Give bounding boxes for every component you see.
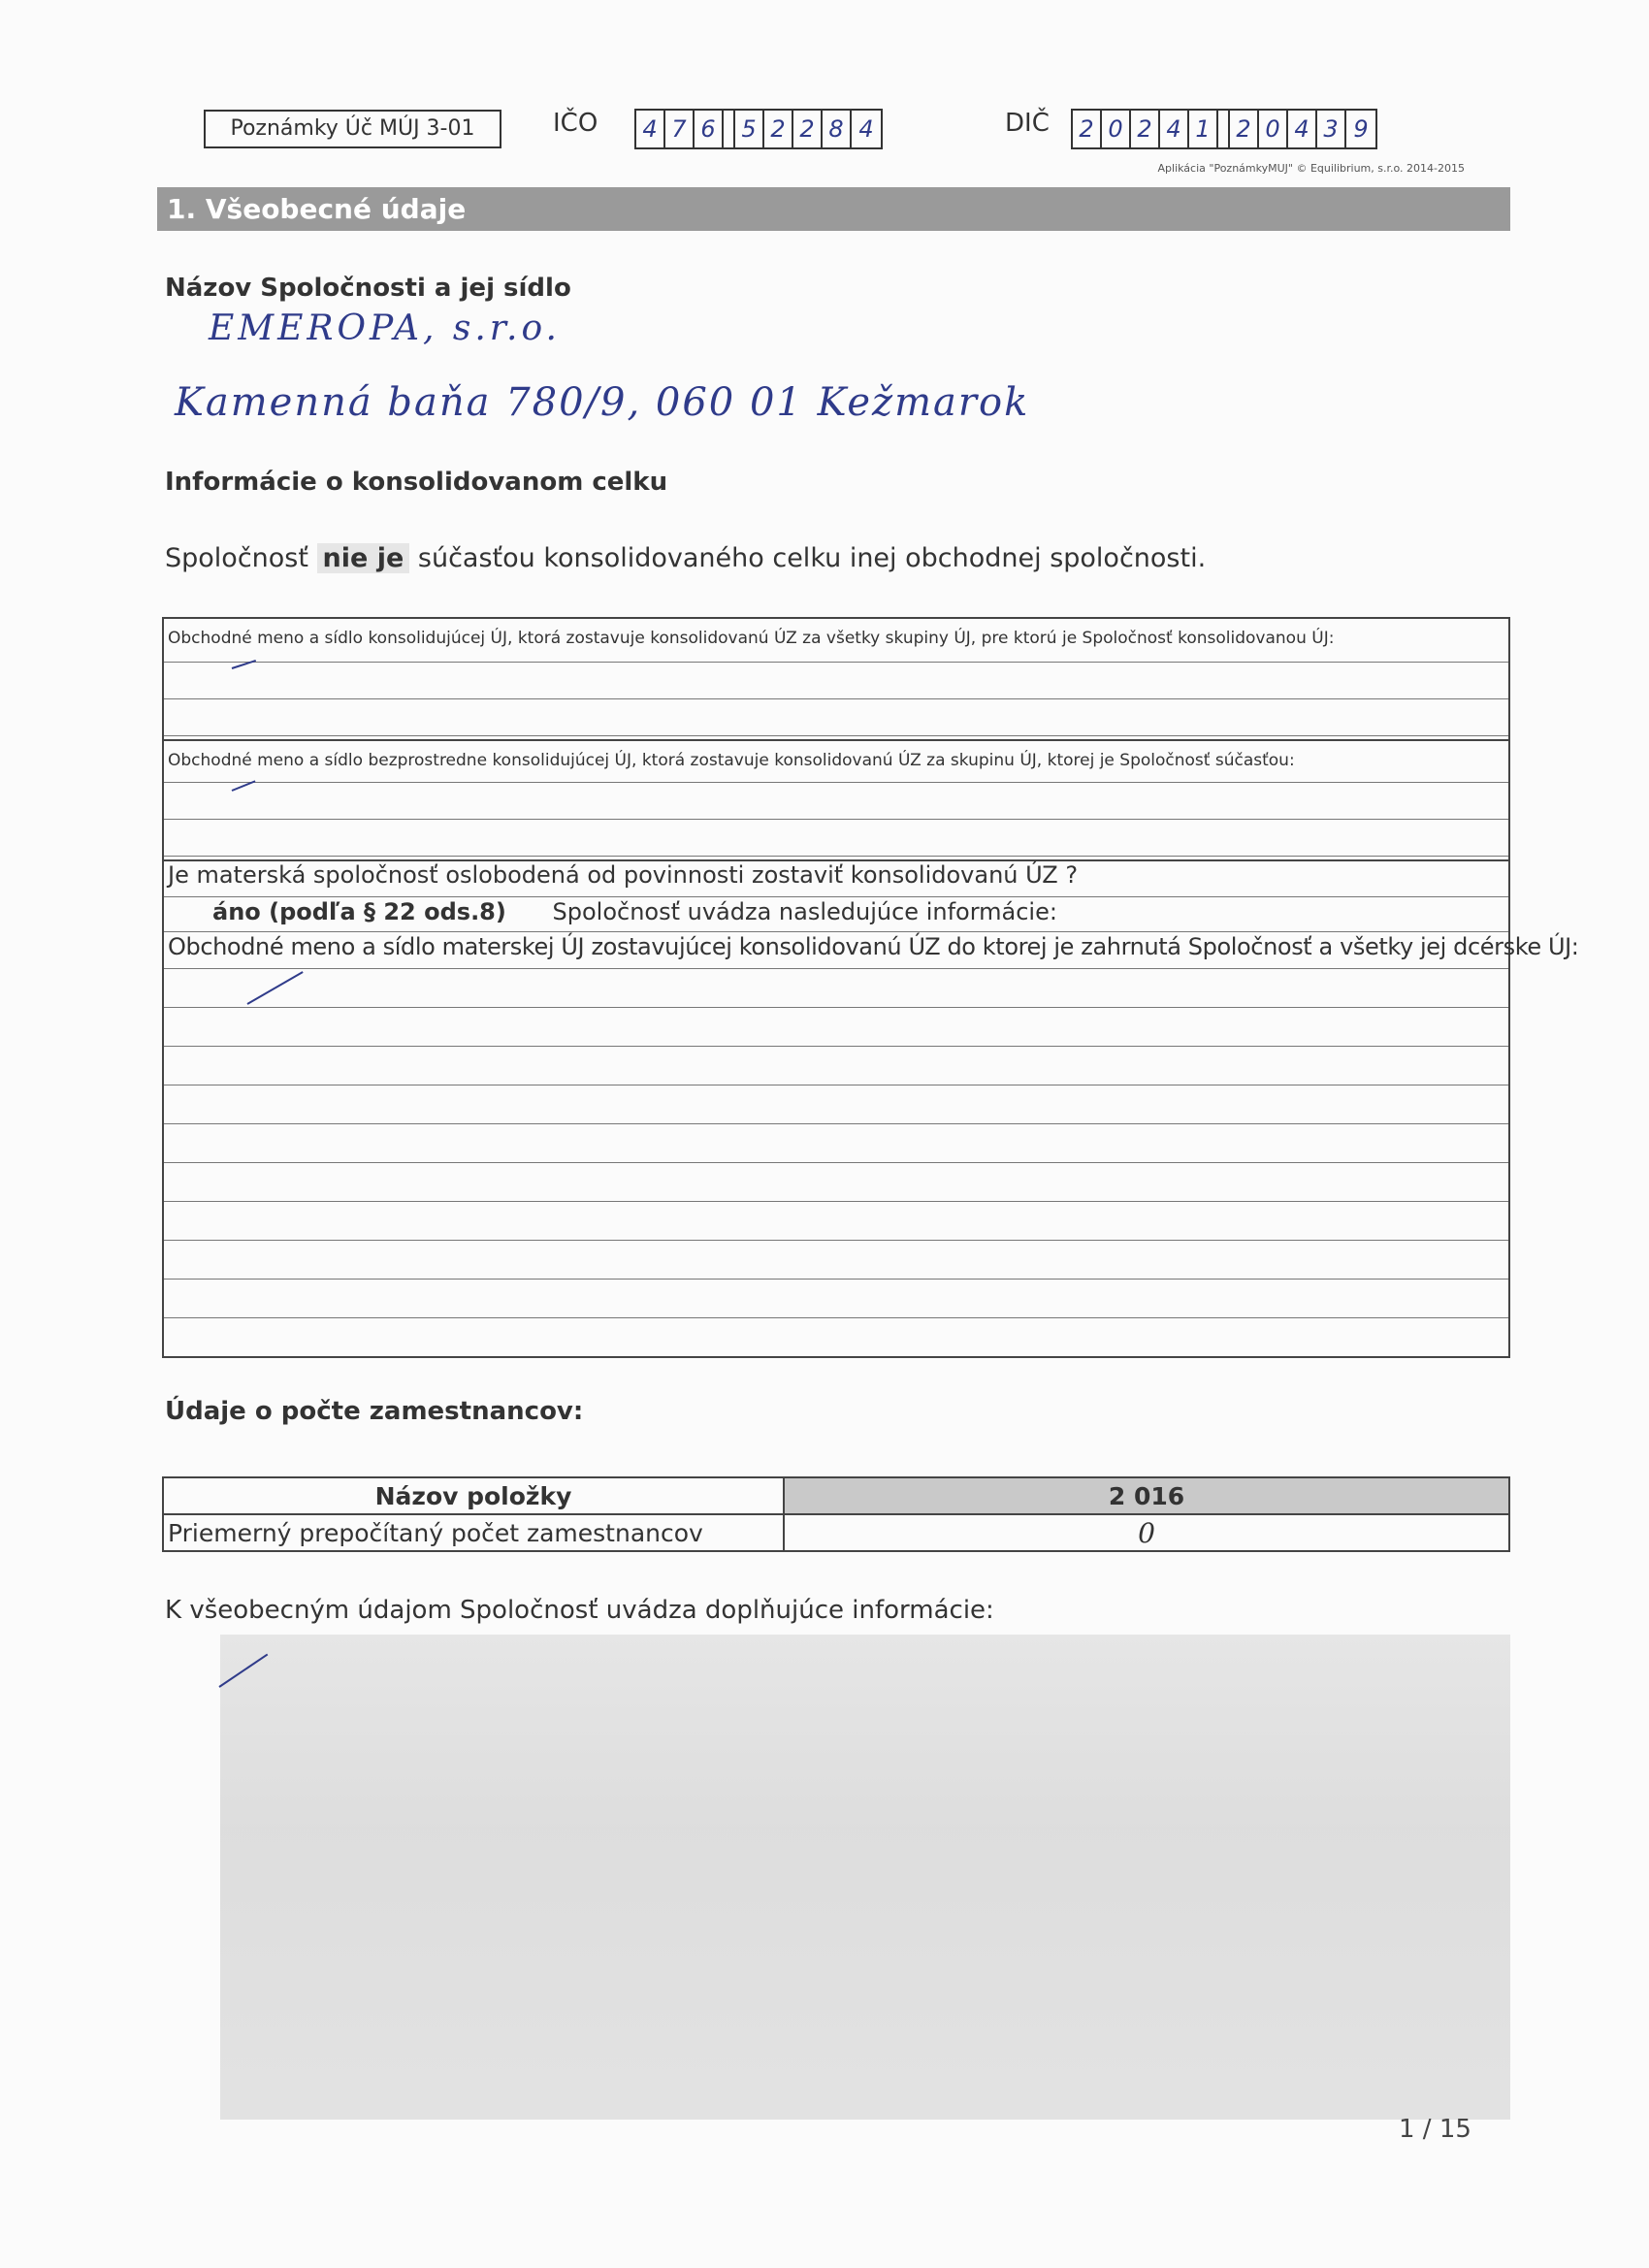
table-header-row [163, 1477, 1509, 1514]
dic-label: DIČ [1005, 109, 1050, 138]
digit-box: 2 [1230, 111, 1259, 147]
page-number: 1 / 15 [1399, 2115, 1471, 2144]
digit-box: 0 [1102, 111, 1131, 147]
digit-box: 2 [764, 111, 793, 147]
digit-box: 3 [1317, 111, 1346, 147]
row-value[interactable]: 0 [784, 1514, 1509, 1551]
digit-box: 2 [793, 111, 823, 147]
label-parent-entity: Obchodné meno a sídlo materskej ÚJ zostavujúcej konsolidovanú ÚZ do ktorej je zahrnutá Spoločnosť a všetky jej dcérske ÚJ: [168, 933, 1579, 960]
label-consolidating-entity: Obchodné meno a sídlo konsolidujúcej ÚJ, ktorá zostavuje konsolidovanú ÚZ za všetky skupiny ÚJ, pre ktorú je Spoločnosť konsolidovanou ÚJ: [168, 629, 1335, 648]
digit-box: 8 [823, 111, 852, 147]
digit-box: 1 [1189, 111, 1218, 147]
digit-box: 0 [1259, 111, 1288, 147]
statement-prefix: Spoločnosť [165, 543, 308, 573]
column-year: 2 016 [784, 1477, 1509, 1514]
digit-box: 4 [1288, 111, 1317, 147]
exemption-answer-bold: áno (podľa § 22 ods.8) [212, 898, 506, 925]
label-exemption-question: Je materská spoločnosť oslobodená od povinnosti zostaviť konsolidovanú ÚZ ? [168, 861, 1079, 889]
additional-heading: K všeobecným údajom Spoločnosť uvádza doplňujúce informácie: [165, 1596, 994, 1625]
ico-field[interactable] [634, 109, 883, 149]
digit-box: 5 [735, 111, 764, 147]
table-row [163, 1514, 1509, 1551]
digit-box: 2 [1073, 111, 1102, 147]
employees-heading: Údaje o počte zamestnancov: [165, 1397, 584, 1426]
company-heading: Názov Spoločnosti a jej sídlo [165, 274, 571, 303]
row-label: Priemerný prepočítaný počet zamestnancov [163, 1514, 784, 1551]
consolidation-heading: Informácie o konsolidovanom celku [165, 468, 668, 497]
company-name-handwritten: EMEROPA, s.r.o. [209, 308, 561, 348]
digit-separator [724, 111, 735, 147]
column-item-name: Názov položky [163, 1477, 784, 1514]
ico-label: IČO [553, 109, 598, 138]
section-title: 1. Všeobecné údaje [157, 187, 1510, 231]
digit-box: 2 [1131, 111, 1160, 147]
statement-suffix: súčasťou konsolidovaného celku inej obchodnej spoločnosti. [417, 543, 1207, 573]
label-direct-consolidating-entity: Obchodné meno a sídlo bezprostredne konsolidujúcej ÚJ, ktorá zostavuje konsolidovanú ÚZ za skupinu ÚJ, ktorej je Spoločnosť súčasťou: [168, 751, 1295, 770]
consolidation-statement [165, 543, 1206, 573]
digit-box: 4 [636, 111, 665, 147]
exemption-answer [212, 898, 1057, 925]
application-note: Aplikácia "PoznámkyMUJ" © Equilibrium, s.r.o. 2014-2015 [1157, 162, 1465, 175]
digit-box: 9 [1353, 115, 1369, 143]
digit-box: 4 [1160, 111, 1189, 147]
digit-box: 6 [695, 111, 724, 147]
employees-table [162, 1476, 1510, 1552]
statement-highlight: nie je [317, 543, 410, 573]
exemption-answer-rest: Spoločnosť uvádza nasledujúce informácie: [552, 898, 1057, 925]
dash-mark [247, 971, 304, 1005]
form-code-box: Poznámky Úč MÚJ 3-01 [204, 110, 501, 148]
company-address-handwritten: Kamenná baňa 780/9, 060 01 Kežmarok [175, 380, 1030, 425]
additional-info-area[interactable] [220, 1635, 1510, 2120]
digit-box: 4 [858, 115, 874, 143]
dic-field[interactable] [1071, 109, 1377, 149]
digit-separator [1218, 111, 1230, 147]
digit-box: 7 [665, 111, 695, 147]
consolidation-frame [162, 617, 1579, 1358]
